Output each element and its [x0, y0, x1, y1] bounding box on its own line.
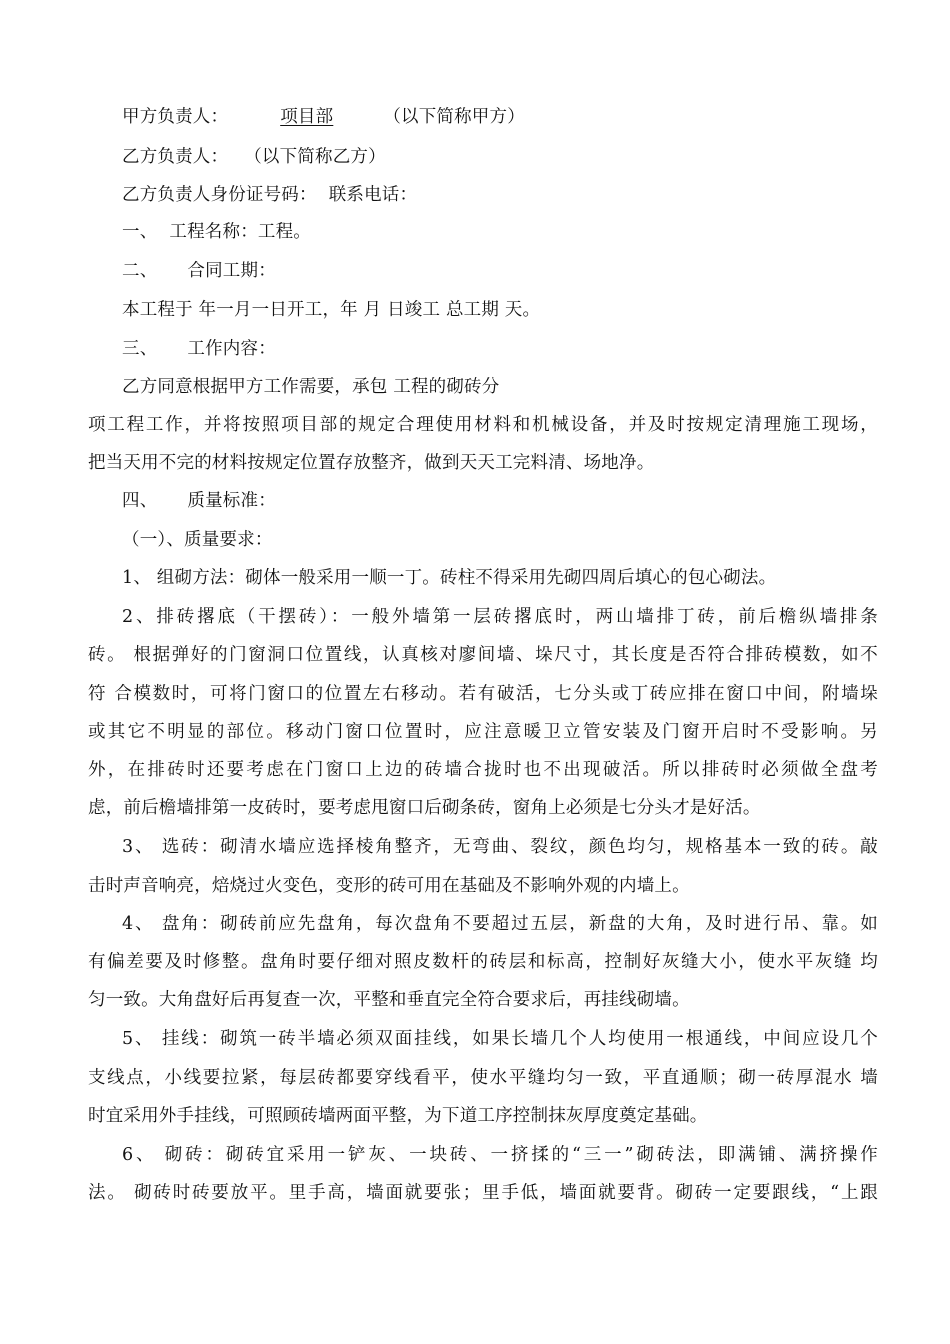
- item-3-line-1: 3、 选砖：砌清水墙应选择棱角整齐，无弯曲、裂纹，颜色均匀，规格基本一致的砖。敲: [122, 837, 878, 857]
- section-1-line: [122, 220, 878, 244]
- section-4-number: 四、: [122, 491, 158, 511]
- party-a-line: [122, 105, 878, 129]
- item-6-line-1: 6、 砌砖：砌砖宜采用一铲灰、一块砖、一挤揉的“三一”砌砖法，即满铺、满挤操作: [122, 1145, 878, 1165]
- party-b-line: [122, 145, 878, 169]
- party-b-note: （以下简称乙方）: [244, 147, 386, 167]
- item-2-line-6: 虑，前后檐墙排第一皮砖时，要考虑甩窗口后砌条砖，窗角上必须是七分头才是好活。: [88, 798, 761, 818]
- item-5-line-3: 时宜采用外手挂线，可照顾砖墙两面平整，为下道工序控制抹灰厚度奠定基础。: [88, 1106, 708, 1126]
- item-4-line-2: 有偏差要及时修整。盘角时要仔细对照皮数杆的砖层和标高，控制好灰缝大小，使水平灰缝 均: [88, 952, 878, 972]
- party-b-phone-label: 联系电话：: [328, 185, 418, 205]
- item-3-line-2: 击时声音响亮，焙烧过火变色，变形的砖可用在基础及不影响外观的内墙上。: [88, 876, 690, 896]
- party-a-label: 甲方负责人：: [122, 107, 229, 127]
- party-b-id-label: 乙方负责人身份证号码：: [122, 185, 317, 205]
- section-3-title: 工作内容：: [187, 339, 276, 359]
- item-5-line-2: 支线点，小线要拉紧，每层砖都要穿线看平，使水平缝均匀一致，平直通顺；砌一砖厚混水 墙: [88, 1068, 878, 1088]
- section-2-number: 二、: [122, 261, 158, 281]
- item-1-line-1: 1、 组砌方法：砌体一般采用一顺一丁。砖柱不得采用先砌四周后填心的包心砌法。: [122, 568, 777, 588]
- party-b-id-line: [122, 183, 878, 207]
- item-2-line-4: 或其它不明显的部位。移动门窗口位置时，应注意暖卫立管安装及门窗开启时不受影响。另: [88, 722, 878, 742]
- section-3-heading: [122, 337, 878, 361]
- section-3-line-1: 乙方同意根据甲方工作需要，承包 工程的砌砖分: [122, 377, 500, 397]
- section-1-text: 工程名称：工程。: [169, 222, 312, 242]
- item-5-line-1: 5、 挂线：砌筑一砖半墙必须双面挂线，如果长墙几个人均使用一根通线，中间应设几个: [122, 1029, 878, 1049]
- item-4-line-1: 4、 盘角：砌砖前应先盘角，每次盘角不要超过五层，新盘的大角，及时进行吊、靠。如: [122, 914, 878, 934]
- section-2-text: 本工程于 年一月一日开工，年 月 日竣工 总工期 天。: [122, 300, 541, 320]
- section-4-subtitle: （一）、质量要求：: [122, 530, 273, 550]
- section-2-title: 合同工期：: [187, 261, 276, 281]
- item-2-line-1: 2、排砖撂底（干摆砖）：一般外墙第一层砖撂底时，两山墙排丁砖，前后檐纵墙排条: [122, 607, 878, 627]
- item-2-line-2: 砖。 根据弹好的门窗洞口位置线，认真核对廖间墙、垛尺寸，其长度是否符合排砖模数，如不: [88, 645, 878, 665]
- section-3-line-3: 把当天用不完的材料按规定位置存放整齐，做到天天工完料清、场地净。: [88, 453, 655, 473]
- item-4-line-3: 匀一致。大角盘好后再复查一次，平整和垂直完全符合要求后，再挂线砌墙。: [88, 990, 690, 1010]
- section-3-line-2: 项工程工作，并将按照项目部的规定合理使用材料和机械设备，并及时按规定清理施工现场，: [88, 415, 878, 435]
- item-2-line-3: 符 合模数时，可将门窗口的位置左右移动。若有破活，七分头或丁砖应排在窗口中间，附墙垛: [88, 684, 878, 704]
- item-2-line-5: 外，在排砖时还要考虑在门窗口上边的砖墙合拢时也不出现破活。所以排砖时必须做全盘考: [88, 760, 878, 780]
- party-b-label: 乙方负责人：: [122, 147, 229, 167]
- party-a-value: 项目部: [280, 107, 334, 127]
- item-6-line-2: 法。 砌砖时砖要放平。里手高，墙面就要张；里手低，墙面就要背。砌砖一定要跟线，“上跟: [88, 1183, 878, 1203]
- section-3-number: 三、: [122, 339, 158, 359]
- section-4-heading: [122, 489, 878, 513]
- section-1-number: 一、: [122, 222, 158, 242]
- section-2-heading: [122, 259, 878, 283]
- party-a-note: （以下简称甲方）: [383, 107, 525, 127]
- section-4-title: 质量标准：: [187, 491, 276, 511]
